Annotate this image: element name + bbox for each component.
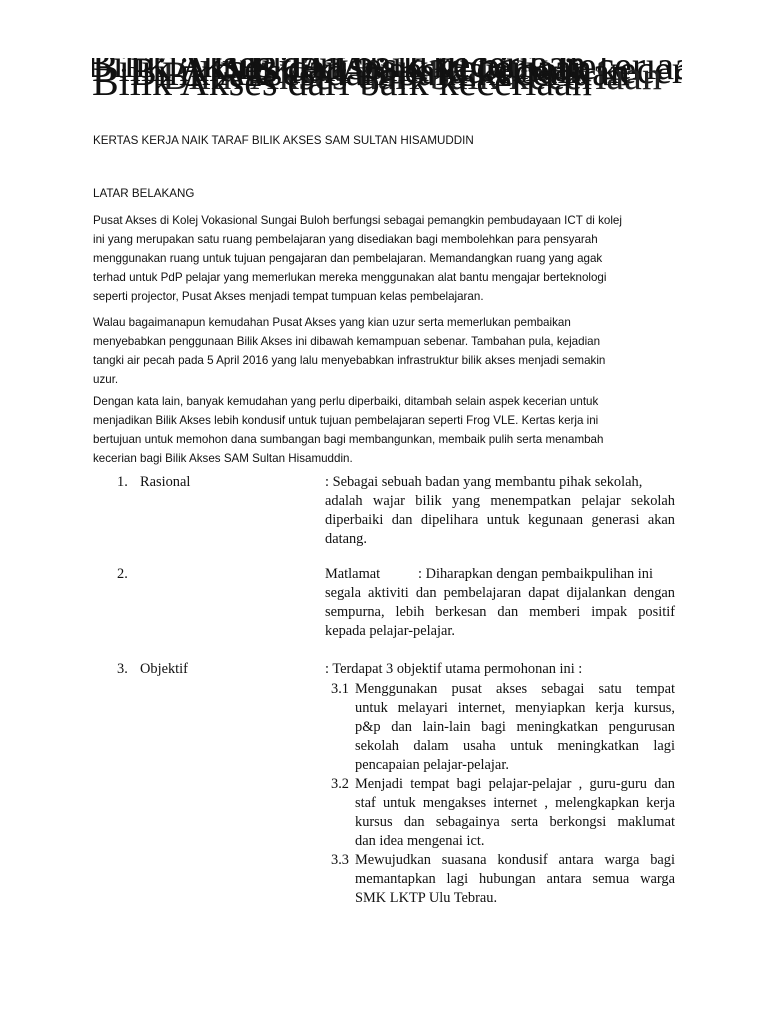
item-description-line: : Sebagai sebuah badan yang membantu pihak sekolah, — [325, 474, 643, 490]
sub-item-line: SMK LKTP Ulu Tebrau. — [355, 890, 498, 906]
sub-item-number: 3.1 — [331, 681, 349, 697]
paragraph-line: ini yang merupakan satu ruang pembelajaran yang disediakan bagi membolehkan para pensyarah — [93, 233, 598, 246]
item-description-line — [325, 565, 675, 584]
item-description — [325, 660, 675, 679]
sub-item-line: Menjadi tempat bagi pelajar-pelajar , guru-guru dan — [355, 776, 675, 792]
paragraph-line: uzur. — [93, 373, 119, 386]
sub-item-line: sekolah dalam usaha untuk meningkatkan lagi — [355, 738, 675, 754]
item-description-line: : Terdapat 3 objektif utama permohonan ini : — [325, 661, 583, 677]
item-number: 1. — [117, 474, 128, 490]
item-label: Rasional — [140, 474, 191, 490]
paragraph-line: menjadikan Bilik Akses lebih kondusif untuk tujuan pembelajaran seperti Frog VLE. Kertas kerja ini — [93, 414, 599, 427]
sub-item-line: staf untuk mengakses internet , melengkapkan kerja — [355, 795, 675, 811]
item-number: 2. — [117, 566, 128, 582]
sub-item-line: untuk melayari internet, menyiapkan kerja kursus, — [355, 700, 675, 716]
item-description — [325, 473, 675, 549]
document-header-title: Bilik Akses dari baik keceriaan — [92, 59, 592, 104]
item-description-line: kepada pelajar-pelajar. — [325, 623, 455, 639]
item-description-line: sempurna, lebih berkesan dan memberi impak positif — [325, 604, 675, 620]
item-description-line: adalah wajar bilik yang menempatkan pelajar sekolah — [325, 493, 675, 509]
paragraph — [93, 211, 683, 306]
section-heading: LATAR BELAKANG — [93, 187, 195, 200]
sub-item-line: memantapkan lagi hubungan antara semua warga — [355, 871, 675, 887]
item-description — [325, 565, 675, 641]
paragraph-line: terhad untuk PdP pelajar yang memerlukan mereka menggunakan alat bantu mengajar berteknologi — [93, 271, 607, 284]
item-description-line: diperbaiki dan dipelihara untuk kegunaan generasi akan — [325, 512, 675, 528]
sub-item-line: dan idea mengenai ict. — [355, 833, 485, 849]
item-description-line: segala aktiviti dan pembelajaran dapat dijalankan dengan — [325, 585, 675, 601]
paragraph-line: menggunakan ruang untuk tujuan pengajaran dan pembelajaran. Memandangkan ruang yang agak — [93, 252, 603, 265]
sub-item-line: p&p dan lain-lain bagi meningkatkan pengurusan — [355, 719, 675, 735]
paragraph-line: seperti projector, Pusat Akses menjadi tempat tumpuan kelas pembelajaran. — [93, 290, 484, 303]
sub-item-text — [355, 851, 675, 908]
item-label: Objektif — [140, 661, 188, 677]
paragraph-line: Walau bagaimanapun kemudahan Pusat Akses yang kian uzur serta memerlukan pembaikan — [93, 316, 571, 329]
sub-item-text — [355, 775, 675, 851]
item-description-line: datang. — [325, 531, 367, 547]
document-subtitle: KERTAS KERJA NAIK TARAF BILIK AKSES SAM SULTAN HISAMUDDIN — [93, 134, 474, 147]
paragraph-line: Pusat Akses di Kolej Vokasional Sungai Buloh berfungsi sebagai pemangkin pembudayaan ICT di kolej — [93, 214, 622, 227]
sub-item-line: pencapaian pelajar-pelajar. — [355, 757, 509, 773]
item-description-text: : Diharapkan dengan pembaikpulihan ini — [418, 566, 653, 582]
paragraph-line: Dengan kata lain, banyak kemudahan yang perlu diperbaiki, ditambah selain aspek kecerian untuk — [93, 395, 599, 408]
sub-item-line: kursus dan sebagainya serta berkongsi maklumat — [355, 814, 675, 830]
item-number: 3. — [117, 661, 128, 677]
paragraph-line: kecerian bagi Bilik Akses SAM Sultan Hisamuddin. — [93, 452, 353, 465]
sub-item-number: 3.3 — [331, 852, 349, 868]
paragraph-line: tangki air pecah pada 5 April 2016 yang lalu menyebabkan infrastruktur bilik akses menjadi semakin — [93, 354, 606, 367]
paragraph-line: menyebabkan penggunaan Bilik Akses ini dibawah kemampuan sebenar. Tambahan pula, kejadian — [93, 335, 601, 348]
sub-item-line: Menggunakan pusat akses sebagai satu tempat — [355, 681, 675, 697]
paragraph — [93, 313, 683, 389]
sub-item-number: 3.2 — [331, 776, 349, 792]
sub-item-line: Mewujudkan suasana kondusif antara warga bagi — [355, 852, 675, 868]
paragraph — [93, 392, 683, 468]
sub-item-text — [355, 680, 675, 775]
item-inline-label: Matlamat — [325, 566, 381, 582]
paragraph-line: bertujuan untuk memohon dana sumbangan bagi membangunkan, membaik pulih serta menambah — [93, 433, 604, 446]
